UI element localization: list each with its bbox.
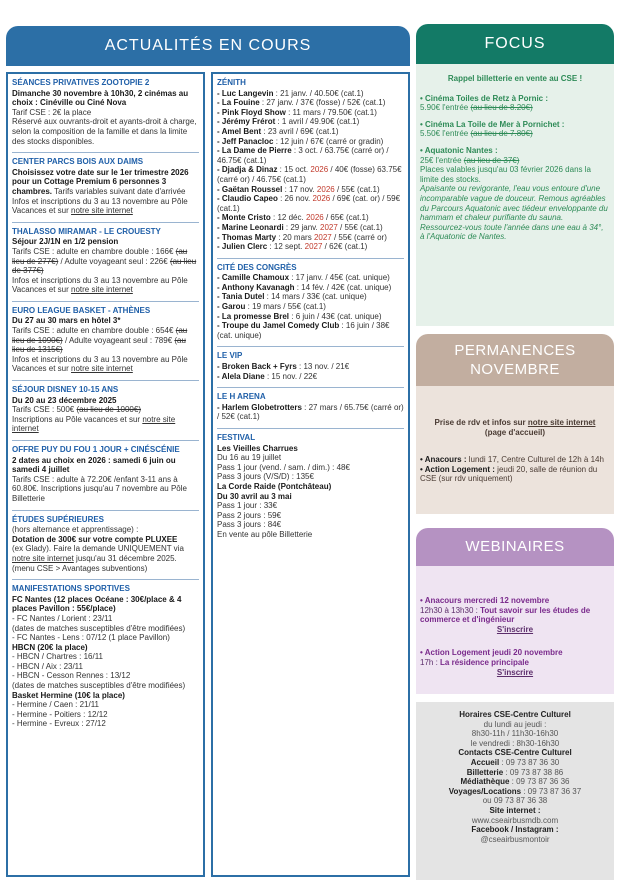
list-item: - Broken Back + Fyrs : 13 nov. / 21€ (217, 362, 350, 372)
list-item: - Camille Chamoux : 17 janv. / 45€ (cat. unique) (217, 273, 390, 283)
zenith-title: ZÉNITH (217, 78, 246, 87)
divider (217, 258, 404, 259)
puy-du-fou-prices: Tarifs CSE : adulte à 72.20€ /enfant 3-11 ans à 60.80€. Inscriptions jusqu'au 7 novembre au Pôle Billetterie (12, 474, 187, 503)
actualites-header (6, 26, 410, 66)
list-item: - Hermine - Poitiers : 12/12 (12, 709, 108, 719)
focus-panel (416, 64, 614, 326)
list-item: - Monte Cristo : 12 déc. 2026 / 65€ (cat.1) (217, 213, 369, 223)
festival-section (217, 433, 404, 540)
disney-title: SÉJOUR DISNEY 10-15 ANS (12, 385, 119, 395)
site-link[interactable]: notre site internet (71, 206, 133, 216)
list-item: - Thomas Marty : 20 mars 2027 / 55€ (carré or) (217, 232, 387, 242)
permanences-panel (416, 386, 614, 514)
euroleague-infos: Infos et inscriptions du 3 au 13 novembre au Pôle Vacances et sur notre site internet (12, 354, 188, 374)
list-item: - La promesse Brel : 6 juin / 43€ (cat. unique) (217, 311, 382, 321)
sport-section (12, 584, 199, 729)
list-item: • Action Logement : jeudi 20, salle de réunion du CSE (sur rdv uniquement) (420, 464, 598, 484)
divider (12, 301, 199, 302)
center-parcs-text: Choisissez votre date sur le 1er trimestre 2026 pour un Cottage Premium 6 personnes 3 chambres. Tarifs variables suivant date d'arrivée (12, 167, 189, 196)
permanences-header (416, 334, 614, 386)
site-url[interactable]: www.cseairbusmdb.com (471, 815, 559, 825)
corde-raide-heading: La Corde Raide (Pontchâteau) (217, 481, 332, 491)
focus-aquatonic: • Aquatonic Nantes : 25€ l'entrée (au lieu de 37€) Places valables jusqu'au 03 février 2026 dans la limite des stocks. Apaisante ou revigorante, l'eau vous entoure d'une incomparable vague de douceur. Remous agréables du Parcours Aquatonic avec tiédeur enveloppante du hammam et chaleur purifiante du sauna. Ressourcez-vous toute l'année dans une eau à 34°, à l'Aquatonic de Nantes. (420, 145, 608, 242)
hours-heading: Horaires CSE-Centre Culturel (459, 710, 571, 719)
list-item: - Hermine / Caen : 21/11 (12, 700, 100, 710)
register-link[interactable]: S'inscrire (496, 667, 534, 677)
sport-title: MANIFESTATIONS SPORTIVES (12, 584, 130, 594)
list-item: - La Dame de Pierre : 3 oct. / 63.75€ (carré or) / 46.75€ (cat.1) (217, 146, 389, 165)
focus-pornichet: • Cinéma La Toile de Mer à Pornichet : 5.50€ l'entrée (au lieu de 7.80€) (420, 119, 565, 139)
webinaires-header (416, 528, 614, 566)
contact-line: Médiathèque : 09 73 87 36 36 (460, 777, 570, 787)
hours-line: 8h30-11h / 11h30-16h30 (471, 729, 559, 739)
list-item: - Tania Dutel : 14 mars / 33€ (cat. unique) (217, 292, 367, 302)
webinar-anacours-desc: 12h30 à 13h30 : Tout savoir sur les études de commerce et d'ingénieur (420, 605, 591, 625)
list-item: - Jérémy Frérot : 1 avril / 49.90€ (cat.1) (217, 117, 360, 127)
list-item: Pass 2 jours : 59€ (217, 510, 282, 520)
divider (12, 152, 199, 153)
list-item: - Troupe du Jamel Comedy Club : 16 juin / 38€ (cat. unique) (217, 321, 390, 340)
list-item: En vente au pôle Billetterie (217, 529, 313, 539)
focus-pornic: • Cinéma Toiles de Retz à Pornic : 5.90€ l'entrée (au lieu de 8.20€) (420, 93, 549, 113)
center-parcs-section (12, 157, 199, 216)
focus-title: FOCUS (484, 35, 546, 53)
webinar-logement-desc: 17h : La résidence principale (420, 657, 529, 667)
vip-section (217, 351, 404, 381)
zootopie-date: Dimanche 30 novembre à 10h30, 2 cinémas au choix : Cinéville ou Ciné Nova (12, 88, 189, 108)
disney-section (12, 385, 199, 434)
webinar-anacours-title: • Anacours mercredi 12 novembre (420, 596, 550, 605)
list-item: - Marine Leonardi : 29 janv. 2027 / 55€ (cat.1) (217, 222, 383, 232)
congres-title: CITÉ DES CONGRÈS (217, 262, 297, 272)
list-item: - Harlem Globetrotters : 27 mars / 65.75€ (carré or) / 52€ (cat.1) (217, 402, 404, 422)
h-arena-section (217, 392, 404, 422)
actualites-title: ACTUALITÉS EN COURS (104, 37, 312, 55)
social-heading: Facebook / Instagram : (471, 825, 559, 835)
list-item: - Garou : 19 mars / 55€ (cat.1) (217, 302, 326, 312)
list-item: Pass 1 jour : 33€ (217, 501, 278, 511)
thalasso-section (12, 227, 199, 295)
zenith-section (217, 78, 404, 252)
euroleague-prices: Tarifs CSE : adulte en chambre double : 654€ (au lieu de 1090€) / Adulte voyageant seul : 789€ (au lieu de 1315€) (12, 326, 188, 355)
contact-info-panel (416, 702, 614, 880)
list-item: - HBCN / Aix : 23/11 (12, 661, 83, 671)
list-item: - Luc Langevin : 21 janv. / 40.50€ (cat.1) (217, 88, 364, 98)
etudes-note: (hors alternance et apprentissage) : (12, 525, 139, 535)
etudes-dotation: Dotation de 300€ sur votre compte PLUXEE (12, 534, 178, 544)
contact-line: Voyages/Locations : 09 73 87 36 37 (448, 786, 582, 796)
list-item: Pass 1 jour (vend. / sam. / dim.) : 48€ (217, 462, 350, 472)
permanences-month: NOVEMBRE (470, 361, 560, 378)
puy-du-fou-section (12, 445, 199, 504)
list-item: - HBCN / Chartres : 16/11 (12, 652, 103, 662)
center-parcs-title: CENTER PARCS BOIS AUX DAIMS (12, 157, 144, 167)
puy-du-fou-dates: 2 dates au choix en 2026 : samedi 6 juin ou samedi 4 juillet (12, 455, 176, 475)
list-item: - Amel Bent : 23 avril / 69€ (cat.1) (217, 126, 339, 136)
list-item: - Alela Diane : 15 nov. / 22€ (217, 371, 318, 381)
euroleague-dates: Du 27 au 30 mars en hôtel 3* (12, 316, 121, 326)
corde-raide-dates: Du 30 avril au 3 mai (217, 491, 292, 501)
list-item: - FC Nantes - Lens : 07/12 (1 place Pavillon) (12, 633, 170, 643)
euroleague-section (12, 306, 199, 374)
webinar-logement-title: • Action Logement jeudi 20 novembre (420, 648, 563, 658)
actualites-left-column (6, 72, 205, 877)
list-item: Pass 3 jours (V/S/D) : 135€ (217, 472, 314, 482)
etudes-title: ÉTUDES SUPÉRIEURES (12, 514, 105, 524)
list-item: (dates de matches susceptibles d'être modifiées) (12, 623, 186, 633)
permanences-intro: Prise de rdv et infos sur notre site internet (page d'accueil) (434, 418, 596, 437)
vip-title: LE VIP (217, 351, 243, 361)
hours-line: du lundi au jeudi : (483, 719, 547, 729)
actualites-mid-column (211, 72, 410, 877)
site-link[interactable]: notre site internet (71, 364, 133, 374)
list-item: - Anthony Kavanagh : 14 fév. / 42€ (cat. unique) (217, 282, 392, 292)
etudes-infos: (ex Glady). Faire la demande UNIQUEMENT via notre site internet jusqu'au 31 décembre 2025. (menu CSE > Avantages subventions) (12, 544, 184, 573)
divider (12, 440, 199, 441)
contact-line: ou 09 73 87 36 38 (482, 796, 548, 806)
list-item: - Julien Clerc : 12 sept. 2027 / 62€ (cat.1) (217, 242, 368, 252)
thalasso-stay: Séjour 2J/1N en 1/2 pension (12, 237, 119, 247)
disney-price: Tarifs CSE : 500€ (au lieu de 1000€) (12, 405, 141, 415)
list-item: Pass 3 jours : 84€ (217, 520, 282, 530)
contacts-heading: Contacts CSE-Centre Culturel (458, 748, 572, 758)
webinaires-panel (416, 566, 614, 694)
euroleague-title: EURO LEAGUE BASKET - ATHÈNES (12, 305, 151, 315)
divider (217, 387, 404, 388)
list-item: - Djadja & Dinaz : 15 oct. 2026 / 40€ (fosse) 63.75€ (carré or) / 46.75€ (cat.1) (217, 165, 402, 184)
thalasso-infos: Infos et inscriptions du 3 au 13 novembre au Pôle Vacances et sur notre site internet (12, 275, 188, 295)
site-link[interactable]: notre site internet (12, 414, 176, 434)
focus-rappel: Rappel billetterie en vente au CSE ! (447, 74, 583, 83)
webinaires-title: WEBINAIRES (465, 538, 565, 556)
contact-line: Accueil : 09 73 87 36 30 (470, 757, 560, 767)
hbcn-heading: HBCN (20€ la place) (12, 642, 88, 652)
list-item: - Hermine - Evreux : 27/12 (12, 719, 106, 729)
list-item: - Gaëtan Roussel : 17 nov. 2026 / 55€ (cat.1) (217, 184, 380, 194)
list-item: • Anacours : lundi 17, Centre Culturel de 12h à 14h (420, 455, 604, 465)
disney-dates: Du 20 au 23 décembre 2025 (12, 395, 117, 405)
vieilles-charrues-heading: Les Vieilles Charrues (217, 443, 298, 453)
hours-line: le vendredi : 8h30-16h30 (470, 738, 560, 748)
fc-nantes-heading: FC Nantes (12 places Océane : 30€/place & 4 places Pavillon : 55€/place) (12, 594, 182, 614)
list-item: - HBCN - Cesson Rennes : 13/12 (12, 671, 131, 681)
social-handle[interactable]: @cseairbusmontoir (480, 834, 550, 844)
thalasso-prices: Tarifs CSE : adulte en chambre double : 166€ (au lieu de 277€) / Adulte voyageant seul : 226€ (au lieu de 377€) (12, 246, 197, 276)
puy-du-fou-title: OFFRE PUY DU FOU 1 JOUR + CINÉSCÉNIE (12, 445, 180, 454)
list-item: Du 16 au 19 juillet (217, 453, 282, 463)
site-link[interactable]: notre site internet (527, 418, 596, 427)
divider (12, 579, 199, 580)
divider (12, 222, 199, 223)
disney-infos: Inscriptions au Pôle vacances et sur notre site internet (12, 414, 176, 434)
register-link[interactable]: S'inscrire (496, 624, 534, 634)
zootopie-conditions: Réservé aux ouvrants-droit et ayants-droit à charge, selon la composition de la famille et dans la limite des stocks disponibles. (12, 117, 197, 146)
list-item: - Claudio Capeo : 26 nov. 2026 / 69€ (cat. or) / 59€ (cat.1) (217, 194, 401, 213)
h-arena-title: LE H ARENA (217, 392, 266, 402)
site-link[interactable]: notre site internet (12, 553, 74, 563)
zootopie-section (12, 78, 199, 146)
etudes-section (12, 515, 199, 574)
divider (12, 510, 199, 511)
list-item: - Pink Floyd Show : 11 mars / 79.50€ (cat.1) (217, 107, 377, 117)
divider (217, 428, 404, 429)
site-heading: Site internet : (489, 805, 541, 815)
contact-line: Billetterie : 09 73 87 38 86 (466, 767, 564, 777)
hermine-heading: Basket Hermine (10€ la place) (12, 690, 125, 700)
site-link[interactable]: notre site internet (71, 285, 133, 295)
zootopie-title: SÉANCES PRIVATIVES ZOOTOPIE 2 (12, 78, 150, 87)
focus-header (416, 24, 614, 64)
divider (12, 380, 199, 381)
festival-title: FESTIVAL (217, 433, 256, 442)
thalasso-title: THALASSO MIRAMAR - LE CROUESTY (12, 226, 161, 236)
center-parcs-infos: Infos et inscriptions du 3 au 13 novembre au Pôle Vacances et sur notre site internet (12, 196, 188, 216)
list-item: (dates de matches susceptibles d'être modifiées) (12, 681, 186, 691)
permanences-title: PERMANENCES (454, 342, 576, 359)
zootopie-price: Tarif CSE : 2€ la place (12, 107, 92, 117)
list-item: - FC Nantes / Lorient : 23/11 (12, 613, 113, 623)
list-item: - Jeff Panacloc : 12 juin / 67€ (carré or gradin) (217, 136, 384, 146)
congres-section (217, 263, 404, 341)
divider (217, 346, 404, 347)
list-item: - La Fouine : 27 janv. / 37€ (fosse) / 52€ (cat.1) (217, 98, 386, 108)
